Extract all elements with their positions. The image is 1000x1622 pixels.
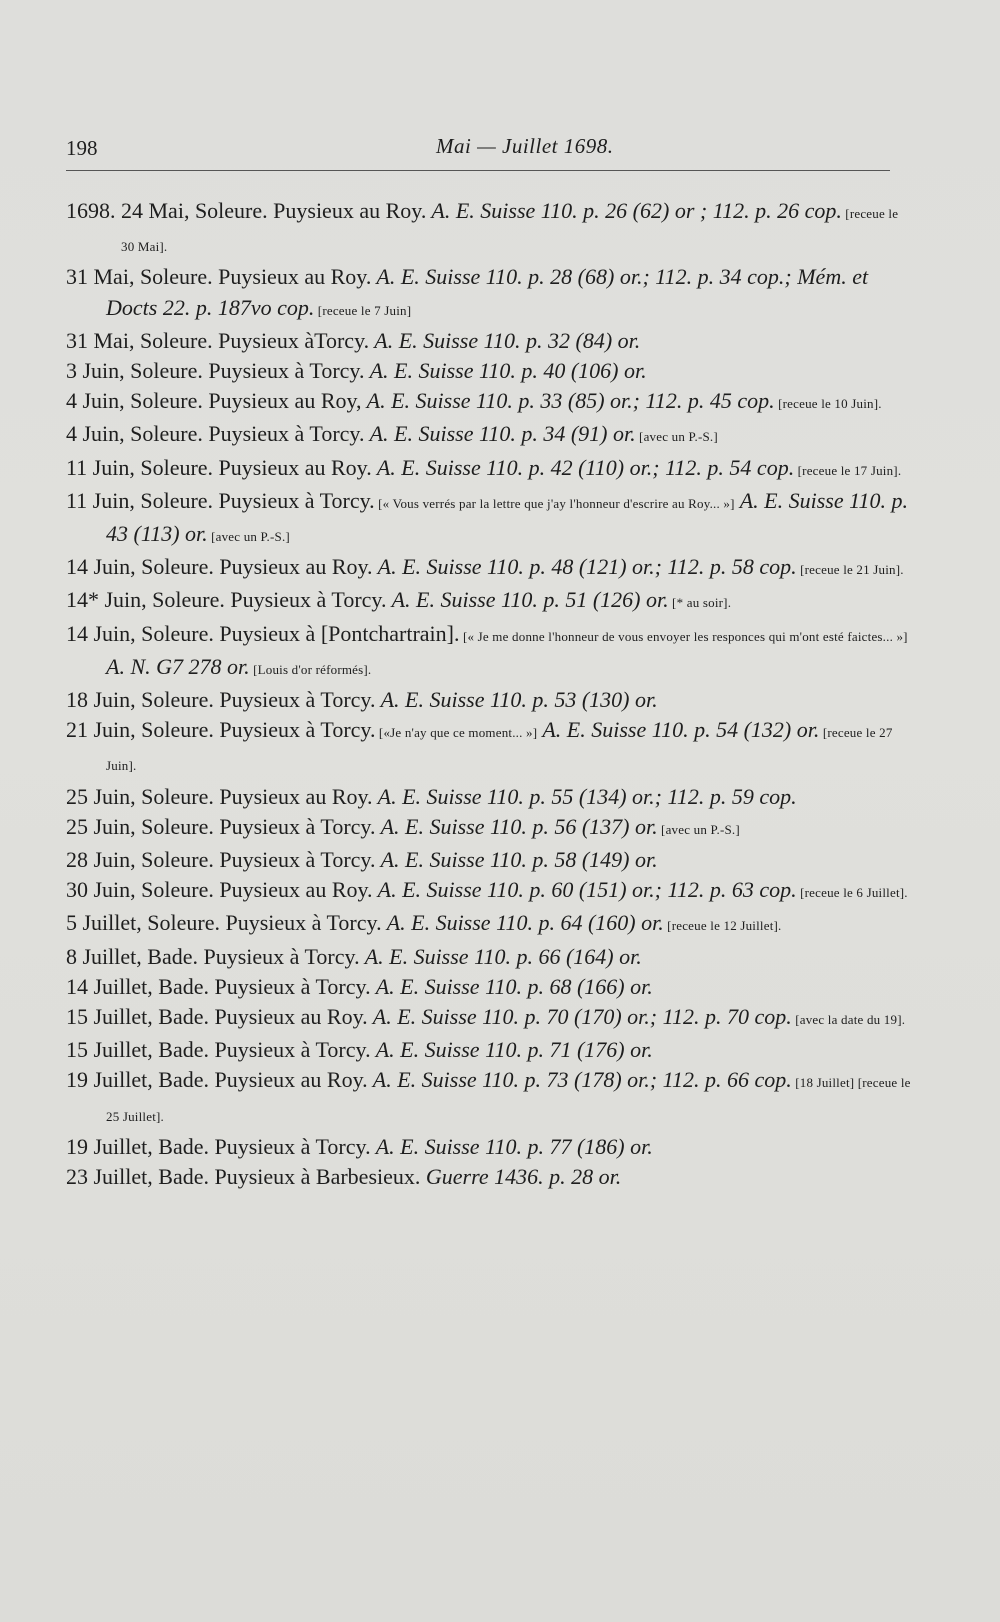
entry-note: [receue le 21 Juin].: [796, 562, 904, 578]
letter-entry: [66, 386, 912, 419]
letter-entry: [66, 619, 912, 685]
letter-entry: [66, 685, 912, 715]
entry-quote-note: [« Vous verrés par la lettre que j'ay l'honneur d'escrire au Roy... »]: [374, 495, 735, 511]
entry-archive-reference: A. N. G7 278 or.: [106, 653, 250, 679]
entry-archive-reference: A. E. Suisse 110. p. 33 (85) or.; 112. p. 45 cop.: [361, 388, 775, 414]
entry-archive-reference: A. E. Suisse 110. p. 56 (137) or.: [375, 813, 658, 839]
entry-note: [* au soir].: [668, 595, 732, 611]
letter-entry: [66, 1035, 912, 1065]
entry-archive-reference: A. E. Suisse 110. p. 53 (130) or.: [375, 687, 658, 713]
page-header: [66, 130, 890, 171]
letter-entry: [66, 486, 912, 552]
entry-note: [18 Juillet] [receue le 25 Juillet].: [106, 1075, 911, 1124]
entry-heading: 19 Juillet, Bade. Puysieux à Torcy.: [66, 1133, 371, 1159]
entry-heading: 15 Juillet, Bade. Puysieux à Torcy.: [66, 1037, 371, 1063]
entry-note: [receue le 27 Juin].: [106, 725, 893, 774]
entry-heading: 30 Juin, Soleure. Puysieux au Roy.: [66, 877, 373, 903]
entry-archive-reference: A. E. Suisse 110. p. 48 (121) or.; 112. p. 58 cop.: [372, 554, 797, 580]
letter-entry: [66, 782, 912, 812]
letter-entry: [66, 908, 912, 941]
letter-entry: [66, 453, 912, 486]
entry-archive-reference: A. E. Suisse 110. p. 60 (151) or.; 112. p. 63 cop.: [372, 877, 797, 903]
letter-entry: [66, 1162, 912, 1192]
entry-archive-reference: A. E. Suisse 110. p. 32 (84) or.: [369, 327, 641, 353]
letter-entry: [66, 715, 912, 781]
entry-archive-reference: A. E. Suisse 110. p. 71 (176) or.: [370, 1037, 653, 1063]
entry-note: [avec la date du 19].: [791, 1012, 906, 1028]
entry-heading: 25 Juin, Soleure. Puysieux au Roy.: [66, 783, 373, 809]
entry-heading: 4 Juin, Soleure. Puysieux au Roy,: [66, 388, 362, 414]
entry-archive-reference: A. E. Suisse 110. p. 58 (149) or.: [375, 847, 658, 873]
letter-entry: [66, 356, 912, 386]
entry-note: [avec un P.-S.]: [657, 821, 740, 837]
entry-archive-reference: A. E. Suisse 110. p. 73 (178) or.; 112. p. 66 cop.: [367, 1067, 792, 1093]
entry-heading: 19 Juillet, Bade. Puysieux au Roy.: [66, 1067, 368, 1093]
entry-archive-reference: A. E. Suisse 110. p. 70 (170) or.; 112. p. 70 cop.: [367, 1004, 792, 1030]
entry-note: [receue le 30 Mai].: [121, 206, 899, 255]
letter-entry: [66, 875, 912, 908]
letter-entry: [66, 196, 912, 262]
entry-archive-reference: A. E. Suisse 110. p. 55 (134) or.; 112. p. 59 cop.: [372, 783, 797, 809]
entry-heading: 18 Juin, Soleure. Puysieux à Torcy.: [66, 687, 376, 713]
entry-heading: 23 Juillet, Bade. Puysieux à Barbesieux.: [66, 1164, 421, 1190]
letter-entry: [66, 585, 912, 618]
entry-heading: 25 Juin, Soleure. Puysieux à Torcy.: [66, 813, 376, 839]
entry-heading: 31 Mai, Soleure. Puysieux àTorcy.: [66, 327, 370, 353]
letter-entry: [66, 326, 912, 356]
entry-note: [Louis d'or réformés].: [249, 661, 372, 677]
letter-entry: [66, 1002, 912, 1035]
entry-note: [avec un P.-S.]: [635, 429, 718, 445]
entry-heading: 3 Juin, Soleure. Puysieux à Torcy.: [66, 358, 365, 384]
entry-archive-reference: A. E. Suisse 110. p. 68 (166) or.: [370, 973, 653, 999]
entry-heading: 14 Juin, Soleure. Puysieux au Roy.: [66, 554, 373, 580]
letter-entry: [66, 845, 912, 875]
entry-heading: 11 Juin, Soleure. Puysieux à Torcy.: [66, 487, 375, 513]
entry-archive-reference: A. E. Suisse 110. p. 43 (113) or.: [106, 487, 908, 547]
entry-note: [receue le 6 Juillet].: [796, 885, 908, 901]
letter-entry: [66, 262, 912, 325]
letter-entry: [66, 942, 912, 972]
entry-archive-reference: A. E. Suisse 110. p. 54 (132) or.: [537, 717, 820, 743]
entry-quote-note: [«Je n'ay que ce moment... »]: [375, 725, 538, 741]
letter-entry: [66, 552, 912, 585]
entry-heading: 14* Juin, Soleure. Puysieux à Torcy.: [66, 587, 387, 613]
letter-entry: [66, 1065, 912, 1131]
letter-entry: [66, 812, 912, 845]
entry-heading: 31 Mai, Soleure. Puysieux au Roy.: [66, 264, 372, 290]
entry-archive-reference: A. E. Suisse 110. p. 64 (160) or.: [381, 910, 664, 936]
letter-entry: [66, 419, 912, 452]
entry-archive-reference: A. E. Suisse 110. p. 51 (126) or.: [386, 587, 669, 613]
entry-heading: 11 Juin, Soleure. Puysieux au Roy.: [66, 454, 372, 480]
entry-archive-reference: A. E. Suisse 110. p. 28 (68) or.; 112. p. 34 cop.; Mém. et Docts 22. p. 187vo cop.: [106, 264, 869, 320]
entry-heading: 14 Juin, Soleure. Puysieux à [Pontchartrain].: [66, 620, 460, 646]
entry-heading: 5 Juillet, Soleure. Puysieux à Torcy.: [66, 910, 382, 936]
entry-heading: 4 Juin, Soleure. Puysieux à Torcy.: [66, 421, 365, 447]
entry-note: [receue le 17 Juin].: [794, 462, 902, 478]
entry-note: [avec un P.-S.]: [207, 529, 290, 545]
entry-archive-reference: A. E. Suisse 110. p. 66 (164) or.: [359, 943, 642, 969]
letter-entry: [66, 1132, 912, 1162]
entry-archive-reference: A. E. Suisse 110. p. 40 (106) or.: [364, 358, 647, 384]
entry-archive-reference: A. E. Suisse 110. p. 34 (91) or.: [364, 421, 636, 447]
running-title: Mai — Juillet 1698.: [436, 134, 614, 158]
entry-note: [receue le 12 Juillet].: [663, 918, 782, 934]
letter-list: [66, 196, 912, 1192]
entry-note: [receue le 7 Juin]: [314, 302, 412, 318]
entry-archive-reference: A. E. Suisse 110. p. 77 (186) or.: [370, 1133, 653, 1159]
entry-archive-reference: A. E. Suisse 110. p. 26 (62) or ; 112. p. 26 cop.: [426, 198, 842, 223]
entry-heading: 8 Juillet, Bade. Puysieux à Torcy.: [66, 943, 360, 969]
entry-quote-note: [« Je me donne l'honneur de vous envoyer les responces qui m'ont esté faictes... »]: [459, 628, 908, 644]
letter-entry: [66, 972, 912, 1002]
entry-heading: 28 Juin, Soleure. Puysieux à Torcy.: [66, 847, 376, 873]
page-number: 198: [66, 136, 98, 160]
entry-archive-reference: Guerre 1436. p. 28 or.: [420, 1164, 622, 1190]
entry-heading: 14 Juillet, Bade. Puysieux à Torcy.: [66, 973, 371, 999]
entry-heading: 15 Juillet, Bade. Puysieux au Roy.: [66, 1004, 368, 1030]
entry-archive-reference: A. E. Suisse 110. p. 42 (110) or.; 112. p. 54 cop.: [371, 454, 795, 480]
entry-heading: 1698. 24 Mai, Soleure. Puysieux au Roy.: [66, 198, 427, 223]
entry-heading: 21 Juin, Soleure. Puysieux à Torcy.: [66, 717, 376, 743]
entry-note: [receue le 10 Juin].: [774, 396, 882, 412]
